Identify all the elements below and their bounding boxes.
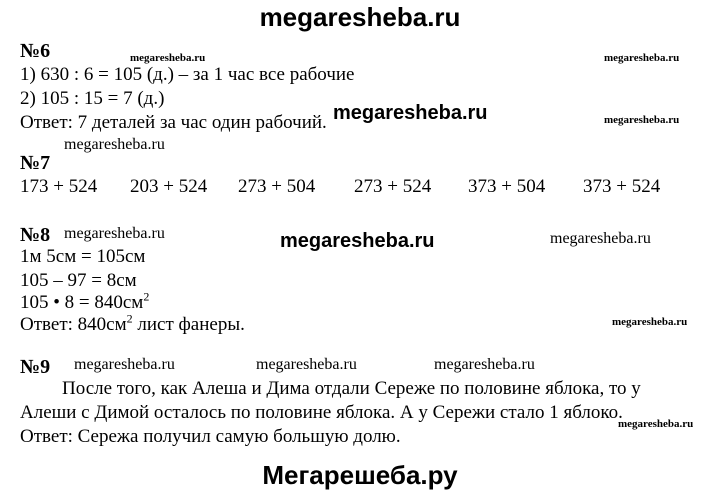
watermark: megaresheba.ru <box>256 356 357 373</box>
task8-number: №8 <box>20 224 51 246</box>
task9-number: №9 <box>20 356 51 378</box>
watermark: megaresheba.ru <box>434 356 535 373</box>
watermark: megaresheba.ru <box>604 52 680 64</box>
site-header: megaresheba.ru <box>259 2 461 32</box>
task7-expression: 273 + 524 <box>354 176 432 197</box>
task7-expression: 373 + 524 <box>583 176 661 197</box>
task9-line2: Алеши с Димой осталось по половине яблока. А у Сережи стало 1 яблоко. <box>20 402 623 423</box>
task7-expression: 273 + 504 <box>238 176 316 197</box>
task8-line2: 105 – 97 = 8см <box>20 270 137 291</box>
task7-expressions <box>0 176 720 200</box>
task8-line1: 1м 5см = 105см <box>20 246 146 267</box>
task6-line1: 1) 630 : 6 = 105 (д.) – за 1 час все рабочие <box>20 64 355 85</box>
task9-answer: Ответ: Сережа получил самую большую долю. <box>20 426 401 447</box>
watermark: megaresheba.ru <box>64 225 165 242</box>
watermark: megaresheba.ru <box>333 102 488 124</box>
task7-expression: 173 + 524 <box>20 176 98 197</box>
watermark: megaresheba.ru <box>130 52 206 64</box>
task6-number: №6 <box>20 40 51 62</box>
task8-answer: Ответ: $840см^2$ лист фанеры. <box>20 311 245 335</box>
watermark: megaresheba.ru <box>550 230 651 247</box>
task7-expression: 373 + 504 <box>468 176 546 197</box>
watermark: megaresheba.ru <box>64 136 165 153</box>
watermark: megaresheba.ru <box>604 114 680 126</box>
watermark: megaresheba.ru <box>74 356 175 373</box>
watermark: megaresheba.ru <box>612 316 688 328</box>
watermark: megaresheba.ru <box>280 230 435 252</box>
site-footer: Мегарешеба.ру <box>262 460 458 490</box>
task9-line1: После того, как Алеша и Дима отдали Сереже по половине яблока, то у <box>62 378 641 399</box>
task8-line3: 105 • $8 = 840см^2$ <box>20 289 150 313</box>
task6-line2: 2) 105 : 15 = 7 (д.) <box>20 88 165 109</box>
watermark: megaresheba.ru <box>618 418 694 430</box>
task6-answer: Ответ: 7 деталей за час один рабочий. <box>20 112 327 133</box>
task7-number: №7 <box>20 152 51 174</box>
task7-expression: 203 + 524 <box>130 176 208 197</box>
